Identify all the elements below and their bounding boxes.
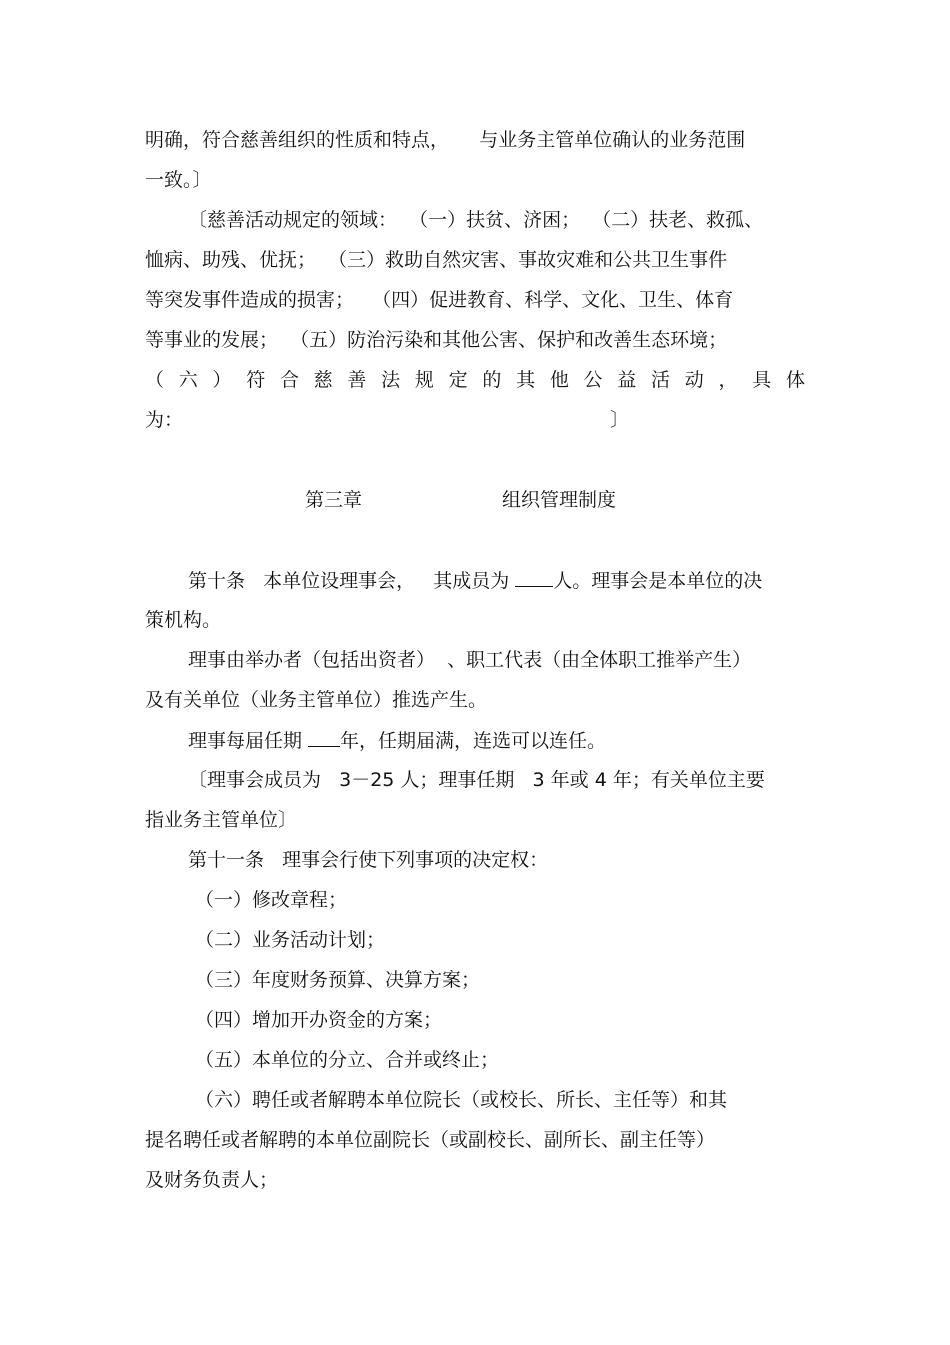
chapter-title: 组织管理制度 bbox=[502, 489, 617, 511]
justified-text-line: （ 六 ） 符 合 慈 善 法 规 定 的 其 他 公 益 活 动 ， 具 体 bbox=[145, 369, 805, 391]
list-item-continuation: 提名聘任或者解聘的本单位副院长（或副校长、副所长、副主任等） bbox=[145, 1129, 716, 1151]
article-11-heading: 第十一条 理事会行使下列事项的决定权： bbox=[188, 849, 549, 871]
list-item: （五）本单位的分立、合并或终止； bbox=[195, 1049, 500, 1071]
text-line: 一致。〕 bbox=[145, 169, 212, 191]
list-item: （六）聘任或者解聘本单位院长（或校长、所长、主任等）和其 bbox=[195, 1089, 728, 1111]
text-line: 策机构。 bbox=[145, 609, 222, 631]
text-line: 及有关单位（业务主管单位）推选产生。 bbox=[145, 689, 488, 711]
list-item: （一）修改章程； bbox=[195, 889, 348, 911]
fill-in-blank bbox=[308, 728, 340, 747]
article-10-line: 第十条 本单位设理事会， 其成员为 人。理事会是本单位的决 bbox=[188, 570, 763, 592]
list-item: （三）年度财务预算、决算方案； bbox=[195, 969, 481, 991]
term-line: 理事每届任期 年，任期届满，连选可以连任。 bbox=[188, 730, 607, 752]
text-line: 为： bbox=[145, 409, 184, 431]
text-line: 恤病、助残、优抚； （三）救助自然灾害、事故灾难和公共卫生事件 bbox=[145, 249, 728, 271]
list-item: （四）增加开办资金的方案； bbox=[195, 1009, 443, 1031]
text-line: 理事由举办者（包括出资者） 、职工代表（由全体职工推举产生） bbox=[188, 649, 752, 671]
chapter-number: 第三章 bbox=[305, 489, 363, 511]
text-line: 〔慈善活动规定的领域： （一）扶贫、济困； （二）扶老、救孤、 bbox=[188, 209, 764, 231]
text-line: 等突发事件造成的损害； （四）促进教育、科学、文化、卫生、体育 bbox=[145, 289, 734, 311]
note-line: 指业务主管单位〕 bbox=[145, 809, 298, 831]
fill-in-blank bbox=[515, 568, 553, 587]
note-line: 〔理事会成员为 3－25 人；理事任期 3 年或 4 年；有关单位主要 bbox=[188, 769, 765, 791]
closing-bracket: 〕 bbox=[610, 409, 630, 431]
list-item-continuation: 及财务负责人； bbox=[145, 1169, 279, 1191]
text-line: 明确，符合慈善组织的性质和特点， 与业务主管单位确认的业务范围 bbox=[145, 129, 746, 151]
list-item: （二）业务活动计划； bbox=[195, 929, 386, 951]
text-line: 等事业的发展； （五）防治污染和其他公害、保护和改善生态环境； bbox=[145, 329, 728, 351]
